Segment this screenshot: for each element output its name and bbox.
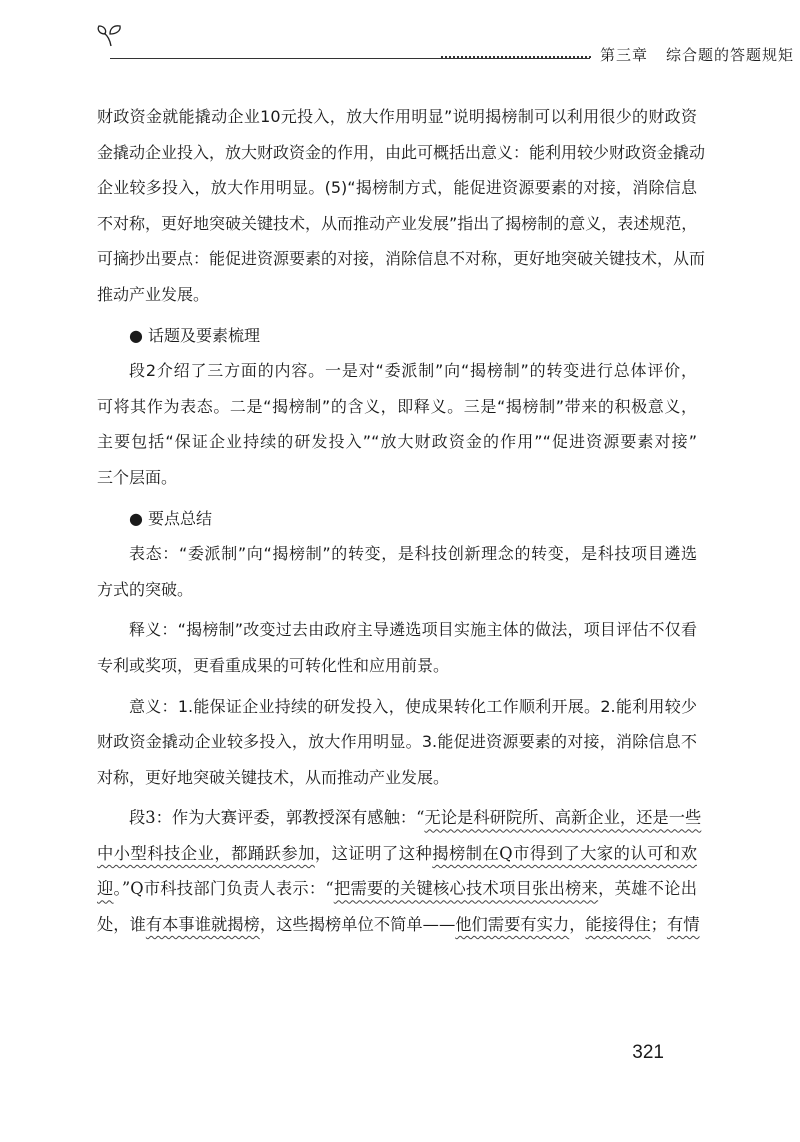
underlined-quote: 无论是科研院所、高新企业，还是一些 xyxy=(424,808,702,828)
header-rule xyxy=(110,58,590,59)
chapter-number: 第三章 xyxy=(600,46,649,64)
body-line: 专利或奖项，更看重成果的可转化性和应用前景。 xyxy=(97,655,450,675)
body-line: 不对称，更好地突破关键技术，从而推动产业发展”指出了揭榜制的意义，表述规范， xyxy=(97,213,698,233)
page-number: 321 xyxy=(632,1042,664,1063)
section-heading-summary: ● 要点总结 xyxy=(129,508,213,528)
underlined-quote: 有情 xyxy=(666,915,700,935)
body-line: 释义：“揭榜制”改变过去由政府主导遴选项目实施主体的做法，项目评估不仅看 xyxy=(129,620,697,640)
body-line: 企业较多投入，放大作用明显。(5)“揭榜制方式，能促进资源要素的对接，消除信息 xyxy=(97,178,697,198)
page-body xyxy=(97,99,706,943)
body-line: 对称，更好地突破关键技术，从而推动产业发展。 xyxy=(97,767,450,787)
underlined-quote: 中小型科技企业，都踊跃参加 xyxy=(97,843,315,863)
underlined-quote: 他们需要有实力 xyxy=(455,915,570,935)
underlined-quote: 迎 xyxy=(97,879,114,899)
body-line: 可将其作为表态。二是“揭榜制”的含义，即释义。三是“揭榜制”带来的积极意义， xyxy=(97,396,697,416)
header-dotted-rule xyxy=(441,56,591,58)
body-line: 推动产业发展。 xyxy=(97,284,210,304)
quote-line: 段3：作为大赛评委，郭教授深有感触：“无论是科研院所、高新企业，还是一些 xyxy=(129,808,702,828)
body-line: 主要包括“保证企业持续的研发投入”“放大财政资金的作用”“促进资源要素对接” xyxy=(97,432,697,452)
sprout-icon xyxy=(96,22,126,48)
body-line: 表态：“委派制”向“揭榜制”的转变，是科技创新理念的转变，是科技项目遴选 xyxy=(129,544,697,564)
underlined-quote: 揭榜制在Q市得到了大家的认可和欢 xyxy=(432,843,697,863)
underlined-quote: 能接得住 xyxy=(585,915,651,935)
body-line: 三个层面。 xyxy=(97,467,178,487)
section-heading-topics: ● 话题及要素梳理 xyxy=(129,325,261,345)
quote-line: 中小型科技企业，都踊跃参加，这证明了这种揭榜制在Q市得到了大家的认可和欢 xyxy=(97,843,697,863)
body-line: 金撬动企业投入，放大财政资金的作用，由此可概括出意义：能利用较少财政资金撬动 xyxy=(97,142,706,162)
body-line: 财政资金就能撬动企业10元投入，放大作用明显”说明揭榜制可以利用很少的财政资 xyxy=(97,107,697,126)
underlined-quote: 有本事谁就揭榜 xyxy=(145,915,260,935)
body-line: 财政资金撬动企业较多投入，放大作用明显。3.能促进资源要素的对接，消除信息不 xyxy=(97,732,697,752)
body-line: 意义：1.能保证企业持续的研发投入，使成果转化工作顺利开展。2.能利用较少 xyxy=(129,696,697,716)
page-header xyxy=(96,22,795,64)
body-line: 段2介绍了三方面的内容。一是对“委派制”向“揭榜制”的转变进行总体评价， xyxy=(129,361,697,381)
chapter-title xyxy=(600,44,794,65)
quote-line: 迎。”Q市科技部门负责人表示：“把需要的关键核心技术项目张出榜来，英雄不论出 xyxy=(97,879,697,899)
body-line: 方式的突破。 xyxy=(97,579,194,599)
underlined-quote: 把需要的关键核心技术项目张出榜来 xyxy=(333,879,599,899)
chapter-name: 综合题的答题规矩 xyxy=(666,46,795,64)
quote-line: 处，谁有本事谁就揭榜，这些揭榜单位不简单——他们需要有实力，能接得住；有情 xyxy=(97,915,700,935)
body-line: 可摘抄出要点：能促进资源要素的对接，消除信息不对称，更好地突破关键技术，从而 xyxy=(97,249,706,269)
